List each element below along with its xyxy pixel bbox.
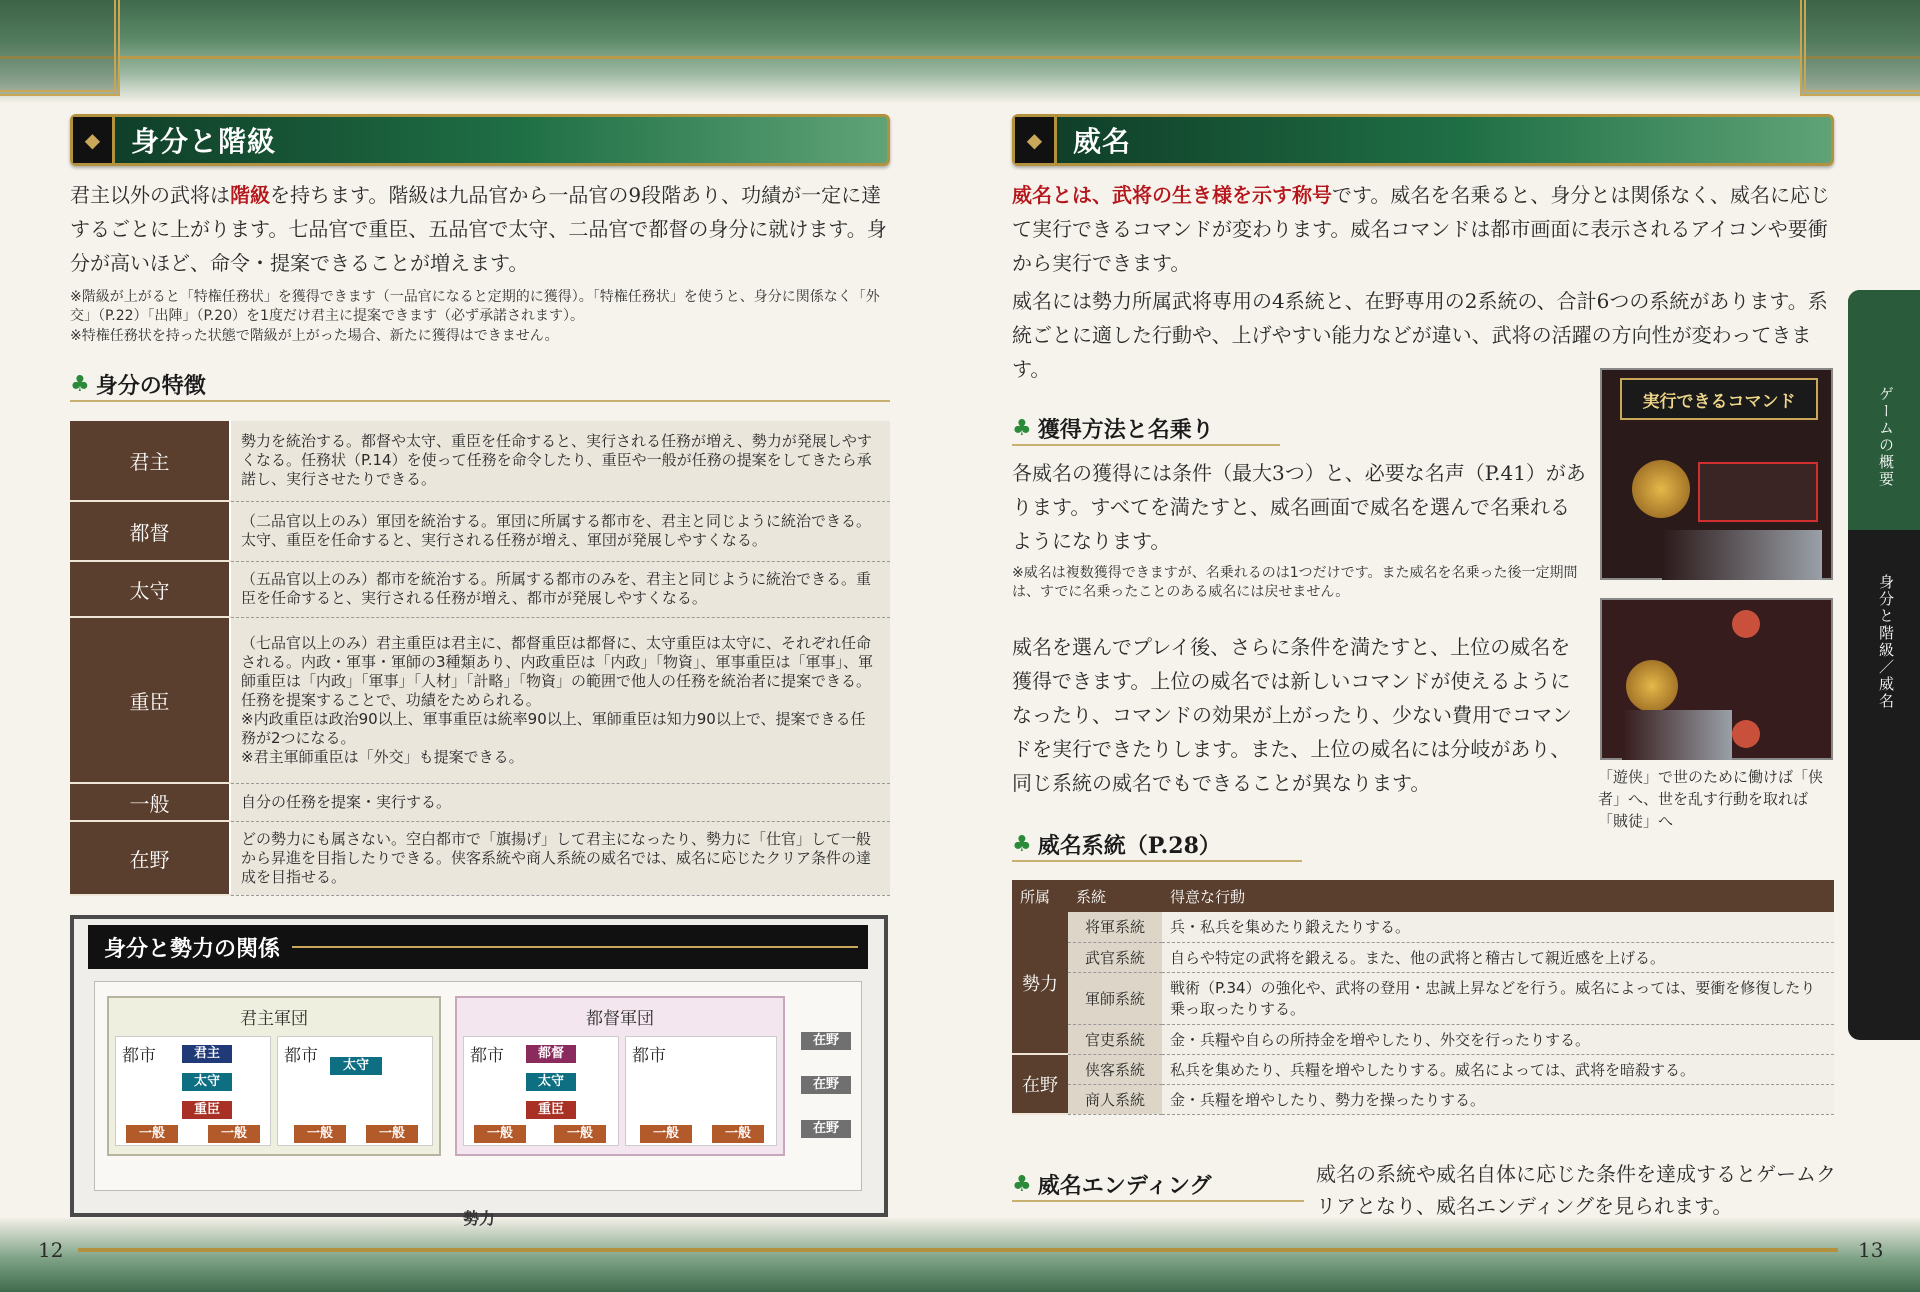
section-title: 身分と階級	[131, 125, 277, 158]
clover-icon: ♣	[70, 371, 90, 397]
node-icon	[1732, 720, 1760, 748]
rank-desc: どの勢力にも属さない。空白都市で「旗揚げ」して君主になったり、勢力に「仕官」して一般から昇進を目指したりできる。侠客系統や商人系統の威名では、威名に応じたクリア条件の達成を目指せる。	[230, 821, 890, 895]
tag-taishu: 太守	[182, 1073, 232, 1091]
table-row	[70, 501, 890, 561]
chapter-side-tab[interactable]	[1848, 290, 1920, 1040]
corner-ornament-right	[1800, 0, 1920, 96]
acquire-text: 各威名の獲得には条件（最大3つ）と、必要な名声（P.41）があります。すべてを満たすと、威名画面で威名を選んで名乗れるようになります。	[1012, 461, 1586, 553]
table-row	[1012, 942, 1834, 972]
col-header: 所属	[1012, 880, 1068, 912]
rank-name: 太守	[70, 561, 230, 617]
header-rule	[292, 946, 858, 948]
table-row	[70, 821, 890, 895]
subheading-status-features	[70, 368, 890, 402]
table-row	[1012, 972, 1834, 1024]
tag-ippan: 一般	[640, 1125, 692, 1143]
note-1: ※階級が上がると「特権任務状」を獲得できます（一品官になると定期的に獲得）。「特権任務状」を使うと、身分に関係なく「外交」（P.22）「出陣」（P.20）を1度だけ君主に提案できます（必ず承諾されます）。	[70, 289, 880, 324]
table-row	[1012, 1024, 1834, 1054]
system-name: 商人系統	[1068, 1084, 1162, 1114]
clover-icon: ♣	[1012, 831, 1032, 857]
emblem-icon	[1626, 660, 1678, 712]
system-desc: 金・兵糧や自らの所持金を増やしたり、外交を行ったりする。	[1162, 1024, 1834, 1054]
tag-taishu: 太守	[330, 1057, 382, 1075]
table-row	[70, 561, 890, 617]
city-box	[277, 1036, 433, 1146]
system-name: 武官系統	[1068, 942, 1162, 972]
tag-ippan: 一般	[712, 1125, 764, 1143]
subheading-title: 威名系統（P.28）	[1037, 832, 1221, 859]
rank-name: 都督	[70, 501, 230, 561]
army-title: 都督軍団	[586, 1009, 654, 1029]
tag-zaiya: 在野	[801, 1120, 851, 1138]
section-header-fame	[1012, 114, 1834, 166]
tag-zaiya: 在野	[801, 1032, 851, 1050]
fame-intro-highlight: 威名とは、武将の生き様を示す称号	[1012, 183, 1332, 207]
command-menu	[1698, 462, 1818, 522]
city-label: 都市	[632, 1046, 666, 1066]
intro-highlight: 階級	[230, 183, 270, 207]
army-kunshu	[107, 996, 441, 1156]
portrait-image	[1662, 530, 1822, 580]
relation-diagram	[70, 915, 888, 1228]
tag-ippan: 一般	[474, 1125, 526, 1143]
intro-text-rest: を持ちます。階級は九品官から一品官の9段階あり、功績が一定に達するごとに上がります。七品官で重臣、五品官で太守、二品官で都督の身分に就けます。身分が高いほど、命令・提案できることが増えます。	[70, 183, 887, 275]
tag-totoku: 都督	[526, 1045, 576, 1063]
section-header-status	[70, 114, 890, 166]
fame-system-table	[1012, 880, 1834, 1115]
fame-intro	[1012, 178, 1834, 280]
image-caption: 「遊侠」で世のために働けば「侠者」へ、世を乱す行動を取れば「賊徒」へ	[1598, 768, 1824, 830]
city-box	[463, 1036, 619, 1146]
status-table	[70, 421, 890, 896]
group-label: 勢力	[1012, 912, 1068, 1054]
table-row	[1012, 912, 1834, 942]
rank-desc: （二品官以上のみ）軍団を統治する。軍団に所属する都市を、君主と同じように統治できる。太守、重臣を任命すると、実行される任務が増え、軍団が発展しやすくなる。	[230, 501, 890, 561]
corner-ornament-left	[0, 0, 120, 96]
system-name: 侠客系統	[1068, 1054, 1162, 1084]
footer-rule	[78, 1248, 1838, 1252]
relation-header	[88, 925, 868, 969]
tag-zaiya: 在野	[801, 1076, 851, 1094]
rank-desc: （七品官以上のみ）君主重臣は君主に、都督重臣は都督に、太守重臣は太守に、それぞれ任命される。内政・軍事・軍師の3種類あり、内政重臣は「内政」「物資」、軍事重臣は「軍事」、軍師重臣は「内政」「軍事」「人材」「計略」「物資」の範囲で他人の任務を統治者に提案できる。任務を提案することで、功績をためられる。 ※内政重臣は政治90以上、軍事重臣は統率90以上、軍師重臣は知力90以上で、提案できる任務が2つになる。 ※君主軍師重臣は「外交」も提案できる。	[230, 617, 890, 783]
force-label: 勢力	[462, 1209, 495, 1228]
rank-name: 君主	[70, 421, 230, 501]
tag-ippan: 一般	[126, 1125, 178, 1143]
section-title: 威名	[1073, 125, 1132, 158]
city-box	[115, 1036, 271, 1146]
system-desc: 金・兵糧を増やしたり、勢力を操ったりする。	[1162, 1084, 1834, 1114]
relation-title: 身分と勢力の関係	[104, 936, 281, 962]
subheading-ending	[1012, 1168, 1304, 1202]
subheading-title: 身分の特徴	[95, 372, 206, 399]
command-button: 実行できるコマンド	[1620, 378, 1818, 420]
system-desc: 兵・私兵を集めたり鍛えたりする。	[1162, 912, 1834, 942]
rank-name: 在野	[70, 821, 230, 895]
army-totoku	[455, 996, 785, 1156]
tag-jushin: 重臣	[526, 1101, 576, 1119]
tag-taishu: 太守	[526, 1073, 576, 1091]
clover-icon: ♣	[1012, 1171, 1032, 1197]
acquire-note: ※威名は複数獲得できますが、名乗れるのは1つだけです。また威名を名乗った後一定期間は、すでに名乗ったことのある威名には戻せません。	[1012, 565, 1578, 600]
col-header: 得意な行動	[1162, 880, 1834, 912]
intro-text: 君主以外の武将は	[70, 183, 230, 207]
clover-icon: ♣	[1012, 415, 1032, 441]
army-title: 君主軍団	[240, 1009, 308, 1029]
system-desc: 戦術（P.34）の強化や、武将の登用・忠誠上昇などを行う。威名によっては、要衝を修復したり乗っ取ったりする。	[1162, 972, 1834, 1024]
portrait-image	[1622, 710, 1732, 760]
note-2: ※特権任務状を持った状態で階級が上がった場合、新たに獲得はできません。	[70, 328, 559, 344]
fame-intro-text: です。威名を名乗ると、身分とは関係なく、威名に応じて実行できるコマンドが変わります。威名コマンドは都市画面に表示されるアイコンや要衝から実行できます。	[1012, 183, 1830, 275]
city-label: 都市	[122, 1046, 156, 1066]
tag-kunshu: 君主	[182, 1045, 232, 1063]
rank-name: 一般	[70, 783, 230, 821]
rank-desc: 自分の任務を提案・実行する。	[230, 783, 890, 821]
tag-ippan: 一般	[208, 1125, 260, 1143]
force-box	[94, 981, 862, 1228]
page-number-right: 13	[1858, 1238, 1884, 1262]
tag-ippan: 一般	[554, 1125, 606, 1143]
top-banner	[0, 0, 1920, 102]
table-row	[70, 617, 890, 783]
lattice-ornament-icon: ◆	[73, 117, 115, 163]
rank-name: 重臣	[70, 617, 230, 783]
system-desc: 自らや特定の武将を鍛える。また、他の武将と稽古して親近感を上げる。	[1162, 942, 1834, 972]
lattice-ornament-icon: ◆	[1015, 117, 1057, 163]
tag-jushin: 重臣	[182, 1101, 232, 1119]
city-label: 都市	[470, 1046, 504, 1066]
city-box	[625, 1036, 777, 1146]
table-row	[1012, 1054, 1834, 1084]
intro-paragraph	[70, 178, 890, 280]
ending-text: 威名の系統や威名自体に応じた条件を達成するとゲームクリアとなり、威名エンディングを見られます。	[1316, 1162, 1836, 1218]
node-icon	[1732, 610, 1760, 638]
tag-ippan: 一般	[366, 1125, 418, 1143]
tag-ippan: 一般	[294, 1125, 346, 1143]
subheading-title: 獲得方法と名乗り	[1037, 416, 1214, 443]
system-name: 軍師系統	[1068, 972, 1162, 1024]
subheading-fame-systems	[1012, 828, 1302, 862]
subheading-title: 威名エンディング	[1037, 1172, 1212, 1199]
table-header-row	[1012, 880, 1834, 912]
system-name: 官吏系統	[1068, 1024, 1162, 1054]
subheading-acquire	[1012, 412, 1280, 446]
screenshot-fame-command	[1600, 368, 1833, 580]
system-name: 将軍系統	[1068, 912, 1162, 942]
page-number-left: 12	[38, 1238, 64, 1262]
city-label: 都市	[284, 1046, 318, 1066]
table-row	[70, 783, 890, 821]
tab-chapter-label: ゲームの概要	[1877, 386, 1895, 488]
screenshot-fame-tree	[1600, 598, 1833, 760]
emblem-icon	[1632, 460, 1690, 518]
group-label: 在野	[1012, 1054, 1068, 1114]
tab-section-label: 身分と階級／威名	[1877, 574, 1895, 710]
col-header: 系統	[1068, 880, 1162, 912]
fame-intro-2: 威名には勢力所属武将専用の4系統と、在野専用の2系統の、合計6つの系統があります。系統ごとに適した行動や、上げやすい能力などが違い、武将の活躍の方向性が変わってきます。	[1012, 289, 1828, 381]
acquire-text-2: 威名を選んでプレイ後、さらに条件を満たすと、上位の威名を獲得できます。上位の威名では新しいコマンドが使えるようになったり、コマンドの効果が上がったり、少ない費用でコマンドを実行できたりします。また、上位の威名には分岐があり、同じ系統の威名でもできることが異なります。	[1012, 635, 1572, 795]
table-row	[1012, 1084, 1834, 1114]
system-desc: 私兵を集めたり、兵糧を増やしたりする。威名によっては、武将を暗殺する。	[1162, 1054, 1834, 1084]
rank-desc: （五品官以上のみ）都市を統治する。所属する都市のみを、君主と同じように統治できる。重臣を任命すると、実行される任務が増え、都市が発展しやすくなる。	[230, 561, 890, 617]
rank-desc: 勢力を統治する。都督や太守、重臣を任命すると、実行される任務が増え、勢力が発展しやすくなる。任務状（P.14）を使って任務を命令したり、重臣や一般が任務の提案をしてきたら承諾し、実行させたりできる。	[230, 421, 890, 501]
bottom-banner	[0, 1218, 1920, 1292]
table-row	[70, 421, 890, 501]
